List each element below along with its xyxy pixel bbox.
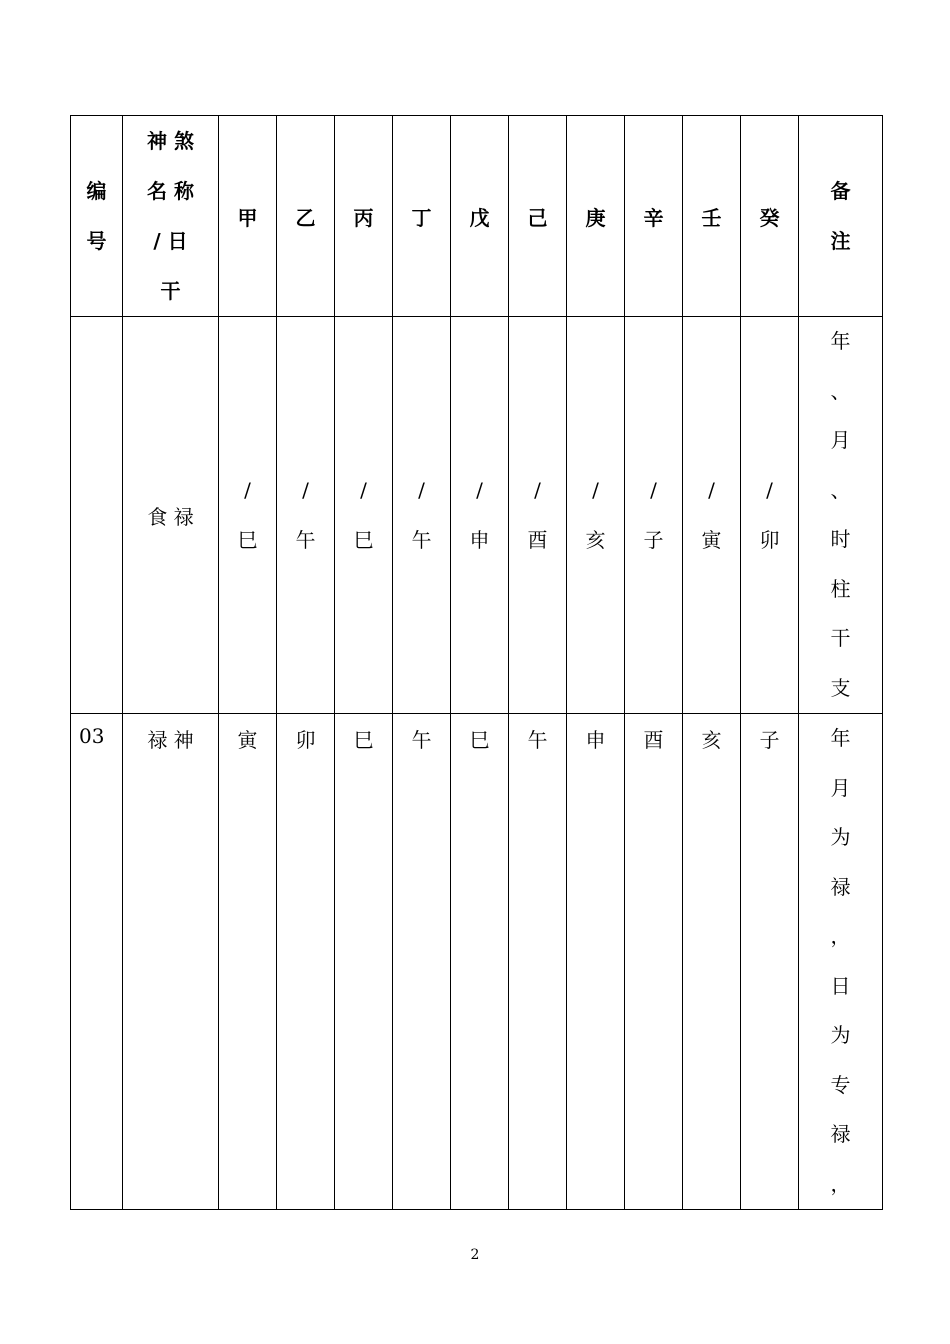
header-stem-wu: 戊 — [451, 116, 509, 317]
remark-char: 年 — [830, 329, 851, 353]
remark-char: 、 — [830, 378, 851, 403]
header-number — [71, 116, 123, 317]
header-name-line-3: / 日 — [153, 229, 188, 253]
header-stem-xin: 辛 — [625, 116, 683, 317]
row2-cell-xin: 酉 — [625, 714, 683, 1210]
slash: / — [650, 478, 657, 502]
remark-char: 专 — [830, 1072, 851, 1097]
remark-char: 柱 — [830, 576, 851, 601]
remark-char: 月 — [830, 428, 851, 452]
header-stem-bing: 丙 — [335, 116, 393, 317]
remark-char: 为 — [830, 825, 851, 849]
remark-char: 日 — [830, 973, 851, 998]
row1-cell-gui — [741, 317, 799, 714]
remark-char: 干 — [830, 626, 851, 650]
row2-cell-ren: 亥 — [683, 714, 741, 1210]
slash: / — [708, 478, 715, 502]
table-row — [71, 317, 883, 714]
row2-cell-gui: 子 — [741, 714, 799, 1210]
header-name-line-2: 名 称 — [147, 179, 194, 203]
remark-char: 禄 — [830, 874, 851, 899]
header-stem-ji: 己 — [509, 116, 567, 317]
header-stem-geng: 庚 — [567, 116, 625, 317]
header-stem-jia: 甲 — [219, 116, 277, 317]
header-name-line-4: 干 — [160, 279, 181, 303]
row1-remark — [799, 317, 883, 714]
row1-cell-geng — [567, 317, 625, 714]
row2-cell-yi: 卯 — [277, 714, 335, 1210]
header-name — [123, 116, 219, 317]
row2-cell-jia: 寅 — [219, 714, 277, 1210]
row2-cell-ji: 午 — [509, 714, 567, 1210]
header-name-line-1: 神 煞 — [147, 129, 194, 153]
header-remark — [799, 116, 883, 317]
branch: 申 — [469, 528, 490, 552]
branch: 酉 — [527, 528, 548, 552]
row1-cell-bing — [335, 317, 393, 714]
remark-char: 支 — [830, 675, 851, 700]
remark-char: 禄 — [830, 1122, 851, 1146]
remark-char: ， — [830, 924, 851, 948]
row1-cell-jia — [219, 317, 277, 714]
branch: 巳 — [237, 528, 258, 552]
header-stem-gui: 癸 — [741, 116, 799, 317]
row2-remark — [799, 714, 883, 1210]
header-remark-char-1: 备 — [830, 179, 851, 203]
table-row — [71, 714, 883, 1210]
header-stem-ding: 丁 — [393, 116, 451, 317]
remark-char: 时 — [830, 527, 851, 551]
row1-cell-ding — [393, 317, 451, 714]
remark-char: ， — [830, 1171, 851, 1196]
row1-name: 食 禄 — [123, 317, 219, 714]
branch: 亥 — [585, 528, 606, 552]
remark-char: 、 — [830, 477, 851, 502]
row2-cell-ding: 午 — [393, 714, 451, 1210]
row1-cell-ren — [683, 317, 741, 714]
row2-cell-bing: 巳 — [335, 714, 393, 1210]
row2-cell-geng: 申 — [567, 714, 625, 1210]
row2-cell-wu: 巳 — [451, 714, 509, 1210]
remark-char: 月 — [830, 775, 851, 800]
slash: / — [766, 478, 773, 502]
page-number: 2 — [470, 1247, 480, 1263]
header-number-char-2: 号 — [86, 229, 107, 253]
branch: 寅 — [701, 528, 722, 552]
header-stem-yi: 乙 — [277, 116, 335, 317]
slash: / — [302, 478, 309, 502]
branch: 子 — [643, 528, 664, 552]
branch: 巳 — [353, 528, 374, 552]
branch: 午 — [411, 528, 432, 552]
slash: / — [476, 478, 483, 502]
header-number-char-1: 编 — [86, 179, 107, 203]
slash: / — [418, 478, 425, 502]
shensha-table — [70, 115, 883, 1210]
slash: / — [360, 478, 367, 502]
row1-cell-xin — [625, 317, 683, 714]
row1-cell-yi — [277, 317, 335, 714]
row2-number: 03 — [71, 714, 123, 1210]
row1-cell-wu — [451, 317, 509, 714]
header-remark-char-2: 注 — [830, 229, 851, 253]
branch: 午 — [295, 528, 316, 552]
slash: / — [592, 478, 599, 502]
row1-number — [71, 317, 123, 714]
header-stem-ren: 壬 — [683, 116, 741, 317]
remark-char: 年 — [830, 726, 851, 750]
row1-cell-ji — [509, 317, 567, 714]
row2-name: 禄 神 — [123, 714, 219, 1210]
remark-char: 为 — [830, 1023, 851, 1047]
header-row — [71, 116, 883, 317]
branch: 卯 — [759, 528, 780, 552]
slash: / — [534, 478, 541, 502]
slash: / — [244, 478, 251, 502]
